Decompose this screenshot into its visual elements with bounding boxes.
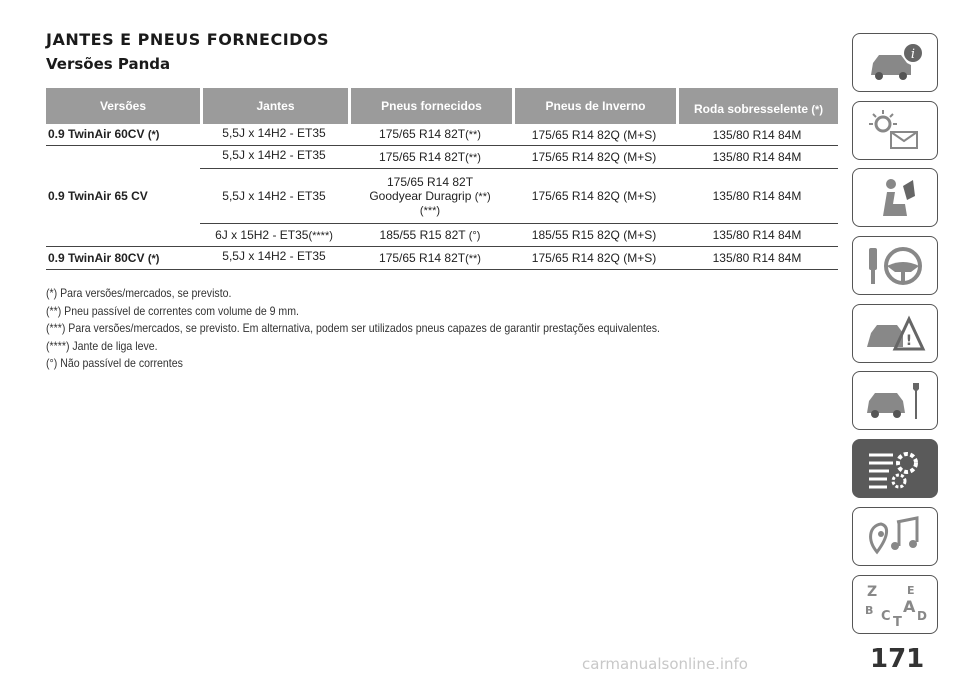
table-header-row <box>46 88 838 124</box>
tab-index[interactable] <box>852 575 938 634</box>
table-row <box>46 124 838 146</box>
tab-multimedia[interactable] <box>852 507 938 566</box>
header-roda-sobresselente: Roda sobresselente (*) <box>676 88 838 124</box>
page-title: JANTES E PNEUS FORNECIDOS <box>46 30 330 49</box>
seat-airbag-icon <box>863 176 927 220</box>
table-row <box>46 146 838 169</box>
footnotes <box>46 285 732 373</box>
key-steering-wheel-icon <box>863 244 927 288</box>
footnote: (***) Para versões/mercados, se previsto. Em alternativa, podem ser utilizados pneus capazes de garantir prestações equivalentes. <box>46 321 660 335</box>
footnote: (°) Não passível de correntes <box>46 356 183 370</box>
chapter-sidebar <box>852 33 938 642</box>
specs-gear-icon <box>863 447 927 491</box>
header-pneus-inverno: Pneus de Inverno <box>512 88 676 124</box>
header-pneus-fornecidos: Pneus fornecidos <box>348 88 512 124</box>
spare-wheel-cell: 135/80 R14 84M <box>676 124 838 146</box>
svg-text:B: B <box>865 604 874 617</box>
tab-warning-lights[interactable] <box>852 101 938 160</box>
section-subtitle: Versões Panda <box>46 55 171 73</box>
tab-seat-airbag[interactable] <box>852 168 938 227</box>
winter-tire-cell: 175/65 R14 82Q (M+S) <box>512 247 676 270</box>
svg-text:!: ! <box>905 333 913 350</box>
svg-text:Z: Z <box>867 584 878 600</box>
tire-cell: 175/65 R14 82T(**) <box>348 124 512 146</box>
tires-table <box>46 88 838 270</box>
car-service-icon <box>863 379 927 423</box>
tire-cell: 185/55 R15 82T (°) <box>348 224 512 247</box>
rim-cell: 5,5J x 14H2 - ET35 <box>200 146 348 169</box>
header-footnote-mark: (*) <box>811 104 823 116</box>
tab-car-info[interactable] <box>852 33 938 92</box>
footnote: (****) Jante de liga leve. <box>46 338 158 353</box>
version-cell: 0.9 TwinAir 65 CV <box>46 146 200 247</box>
header-jantes: Jantes <box>200 88 348 124</box>
version-cell: 0.9 TwinAir 80CV (*) <box>46 247 200 270</box>
tab-specifications[interactable] <box>852 439 938 498</box>
breakdown-triangle-icon <box>863 311 927 355</box>
svg-text:A: A <box>903 597 916 616</box>
spare-wheel-cell: 135/80 R14 84M <box>676 169 838 224</box>
spare-wheel-cell: 135/80 R14 84M <box>676 146 838 169</box>
watermark-text: carmanualsonline.info <box>582 655 748 673</box>
svg-text:i: i <box>910 46 916 62</box>
header-versoes: Versões <box>46 88 200 124</box>
winter-tire-cell: 175/65 R14 82Q (M+S) <box>512 169 676 224</box>
winter-tire-cell: 175/65 R14 82Q (M+S) <box>512 146 676 169</box>
multimedia-music-icon <box>863 514 927 558</box>
tab-car-service[interactable] <box>852 371 938 430</box>
spare-wheel-cell: 135/80 R14 84M <box>676 247 838 270</box>
car-info-icon <box>863 41 927 85</box>
rim-cell: 5,5J x 14H2 - ET35 <box>200 124 348 146</box>
svg-text:C: C <box>881 609 891 624</box>
version-cell: 0.9 TwinAir 60CV (*) <box>46 124 200 146</box>
footnote: (*) Para versões/mercados, se previsto. <box>46 286 232 300</box>
tab-breakdown[interactable] <box>852 304 938 363</box>
warning-lights-icon <box>863 108 927 152</box>
tire-cell: 175/65 R14 82T(**) <box>348 146 512 169</box>
winter-tire-cell: 175/65 R14 82Q (M+S) <box>512 124 676 146</box>
tire-cell: 175/65 R14 82T(**) <box>348 247 512 270</box>
svg-text:D: D <box>917 609 927 623</box>
page-number: 171 <box>870 644 925 674</box>
rim-cell: 6J x 15H2 - ET35(****) <box>200 224 348 247</box>
rim-cell: 5,5J x 14H2 - ET35 <box>200 169 348 224</box>
rim-cell: 5,5J x 14H2 - ET35 <box>200 247 348 270</box>
svg-text:E: E <box>907 584 915 597</box>
alphabetical-index-icon <box>863 582 927 626</box>
spare-wheel-cell: 135/80 R14 84M <box>676 224 838 247</box>
tire-cell: 175/65 R14 82T Goodyear Duragrip (**) (***) <box>348 169 512 224</box>
svg-text:T: T <box>893 615 902 626</box>
footnote: (**) Pneu passível de correntes com volume de 9 mm. <box>46 303 299 318</box>
tab-key-steering-wheel[interactable] <box>852 236 938 295</box>
winter-tire-cell: 185/55 R15 82Q (M+S) <box>512 224 676 247</box>
table-row <box>46 247 838 270</box>
